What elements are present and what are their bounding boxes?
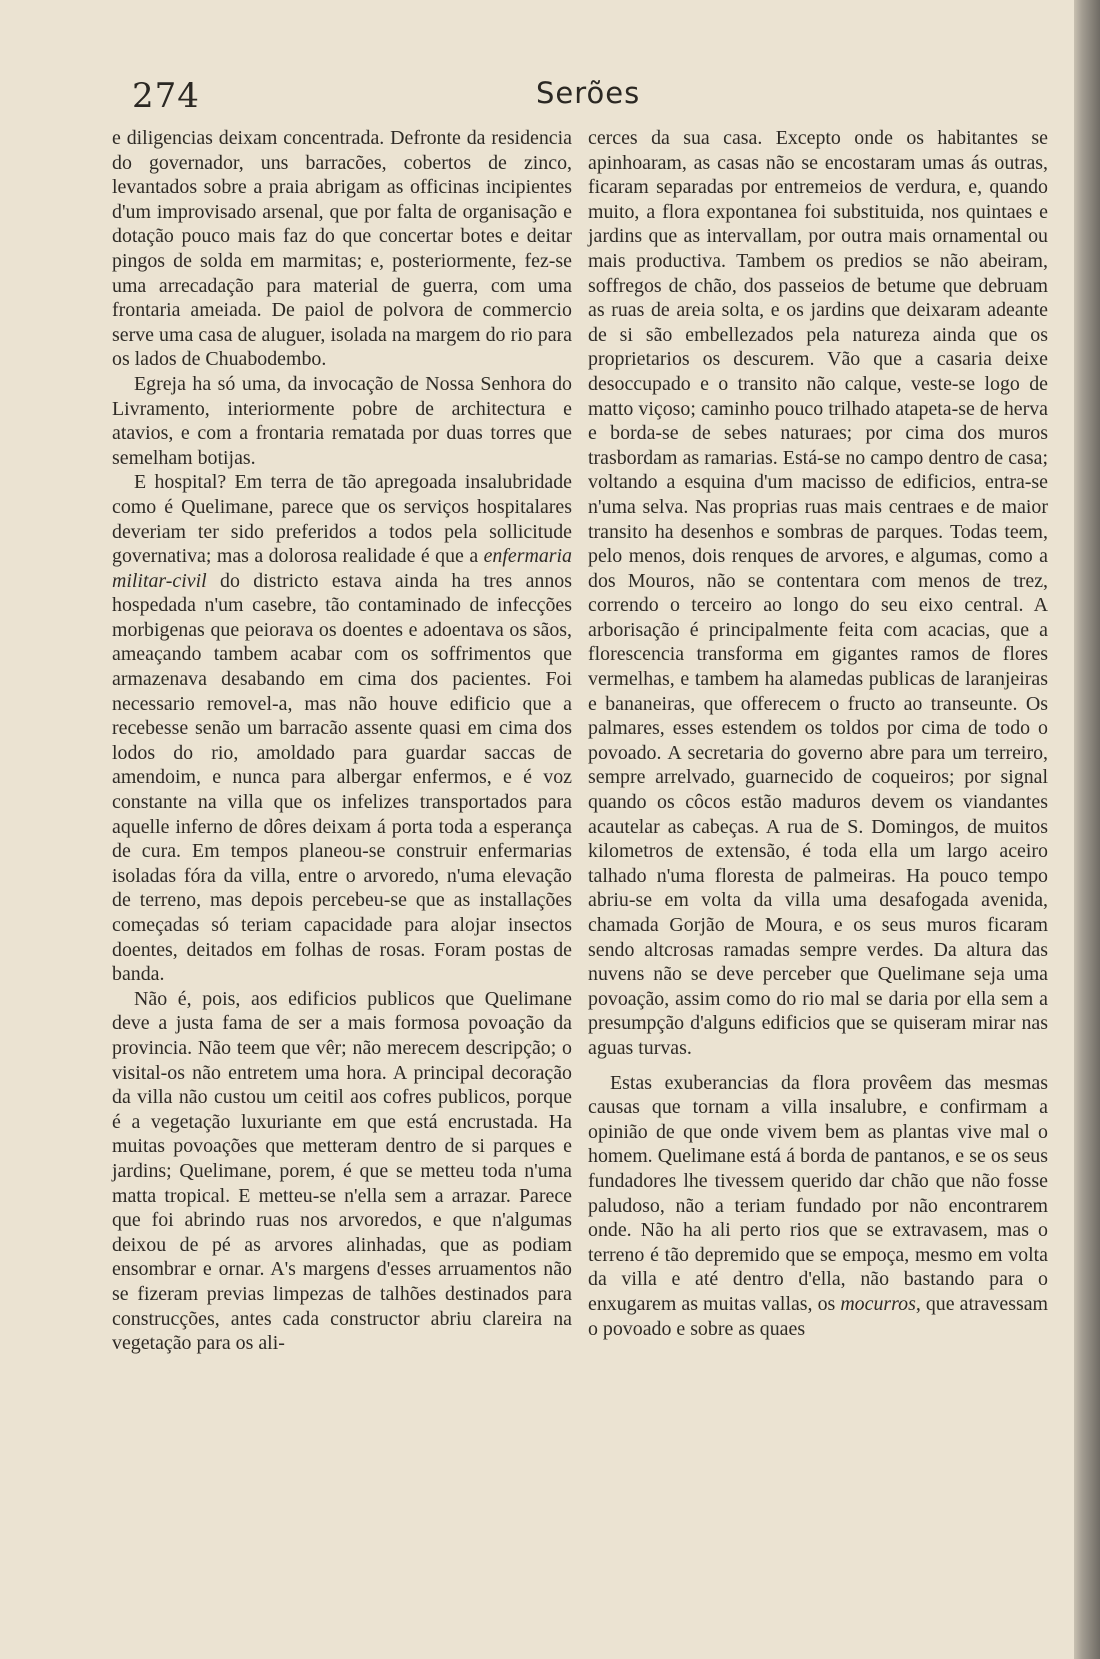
- italic-term: mocurros: [840, 1292, 916, 1315]
- right-text-column: [588, 126, 1048, 1341]
- left-text-column: [112, 126, 572, 1356]
- paragraph: [112, 470, 572, 986]
- page-header: [116, 74, 1036, 120]
- page-number: 274: [132, 76, 200, 116]
- running-title: Serões: [536, 76, 641, 110]
- page-edge-shadow: [1074, 0, 1100, 1659]
- text-run: do districto estava ainda ha tres annos hospedada n'um casebre, tão contaminado de infecções morbigenas que peiorava os doentes e adoentava os sãos, ameaçando tambem acabar com os soffrimentos que armazenava desabando em cima dos pacientes. Foi necessario removel-a, mas não houve edificio que a recebesse senão um barracão assente quasi em cima dos lodos do rio, amoldado para guardar saccas de amendoim, e nunca para albergar enfermos, e é voz constante na villa que os infelizes transportados para aquelle inferno de dôres deixam á porta toda a esperança de cura. Em tempos planeou-se construir enfermarias isoladas fóra da villa, entre o arvoredo, n'uma elevação de terreno, mas depois percebeu-se que as installações começadas só teriam capacidade para alojar insectos doentes, deitados em folhas de rosas. Foram postas de banda.: [112, 569, 572, 986]
- text-run: Estas exuberancias da flora provêem das mesmas causas que tornam a villa insalubre, e confirmam a opinião de que onde vivem bem as plantas vive mal o homem. Quelimane está á borda de pantanos, e se os seus fundadores lhe tivessem querido dar chão que não fosse paludoso, não a teriam fundado por não encontrarem onde. Não ha ali perto rios que se extravasem, mas o terreno é tão depremido que se empoça, mesmo em volta da villa e até dentro d'ella, não bastando para o enxugarem as muitas vallas, os: [588, 1071, 1048, 1315]
- text-run: E hospital? Em terra de tão apregoada insalubridade como é Quelimane, parece que os serviços hospitalares deveriam ter sido preferidos a todos pela sollicitude governativa; mas a dolorosa realidade é que a: [112, 471, 572, 568]
- paragraph: [588, 1071, 1048, 1342]
- paragraph: cerces da sua casa. Excepto onde os habitantes se apinhoaram, as casas não se encostaram umas ás outras, ficaram separadas por entremeios de verdura, e, quando muito, a flora expontanea foi substituida, nos quintaes e jardins que as intervallam, por outra mais ornamental ou mais productiva. Tambem os predios se não abeiram, soffregos de chão, dos passeios de betume que debruam as ruas de areia solta, e os jardins que deixaram adeante de si são embellezados pela natureza ainda que os proprietarios os descurem. Vão que a casaria deixe desoccupado e o transito não calque, veste-se logo de matto viçoso; caminho pouco trilhado atapeta-se de herva e borda-se de sebes naturaes; por cima dos muros trasbordam as ramarias. Está-se no campo dentro de casa; voltando a esquina d'um macisso de edificios, entra-se n'uma selva. Nas proprias ruas mais centraes e de maior transito ha desenhos e sombras de parques. Todas teem, pelo menos, dois renques de arvores, e algumas, como a dos Mouros, não se contentara com menos de trez, correndo o terceiro ao longo do seu eixo central. A arborisação é principalmente feita com acacias, que a florescencia transforma em gigantes ramos de flores vermelhas, e tambem ha alamedas publicas de laranjeiras e bananeiras, que offerecem o fructo ao transeunte. Os palmares, esses estendem os toldos por cima de todo o povoado. A secretaria do governo abre para um terreiro, sempre arrelvado, guarnecido de coqueiros; por signal quando os côcos estão maduros devem os viandantes acautelar as cabeças. A rua de S. Domingos, de muitos kilometros de extensão, é toda ella um largo aceiro talhado n'uma floresta de palmeiras. Ha pouco tempo abriu-se em volta da villa uma desafogada avenida, chamada Gorjão de Moura, e os seus muros ficaram sendo altcrosas ramadas sempre verdes. Da altura das nuvens não se deve perceber que Quelimane seja uma povoação, assim como do rio mal se daria por ella sem a presumpção d'alguns edificios que se quiseram mirar nas aguas turvas.: [588, 127, 1048, 1059]
- text-run: , que atravessam o povoado e sobre as quaes: [588, 1292, 1048, 1340]
- paragraph: Não é, pois, aos edificios publicos que Quelimane deve a justa fama de ser a mais formosa povoação da provincia. Não teem que vêr; não merecem descripção; o visital-os não entretem uma hora. A principal decoração da villa não custou um ceitil aos cofres publicos, porque é a vegetação luxuriante em que está encrustada. Ha muitas povoações que metteram dentro de si parques e jardins; Quelimane, porem, é que se metteu toda n'uma matta tropical. E metteu-se n'ella sem a arrazar. Parece que foi abrindo ruas nos arvoredos, e que n'algumas deixou de pé as arvores alinhadas, que as podiam ensombrar e ornar. A's margens d'esses arruamentos não se fizeram previas limpezas de talhões destinados para construcções, antes cada constructor abriu clareira na vegetação para os ali-: [112, 987, 572, 1355]
- paragraph: e diligencias deixam concentrada. Defronte da residencia do governador, uns barracões, cobertos de zinco, levantados sobre a praia abrigam as officinas incipientes d'um improvisado arsenal, que por falta de organisação e dotação pouco mais faz do que concertar botes e deitar pingos de solda em marmitas; e, posteriormente, fez-se uma arrecadação para material de guerra, com uma frontaria ameiada. De paiol de polvora de commercio serve uma casa de aluguer, isolada na margem do rio para os lados de Chuabodembo.: [112, 127, 572, 371]
- italic-term: enfermaria militar-civil: [112, 545, 572, 592]
- paragraph: Egreja ha só uma, da invocação de Nossa Senhora do Livramento, interiormente pobre de architectura e atavios, e com a frontaria rematada por duas torres que semelham botijas.: [112, 372, 572, 469]
